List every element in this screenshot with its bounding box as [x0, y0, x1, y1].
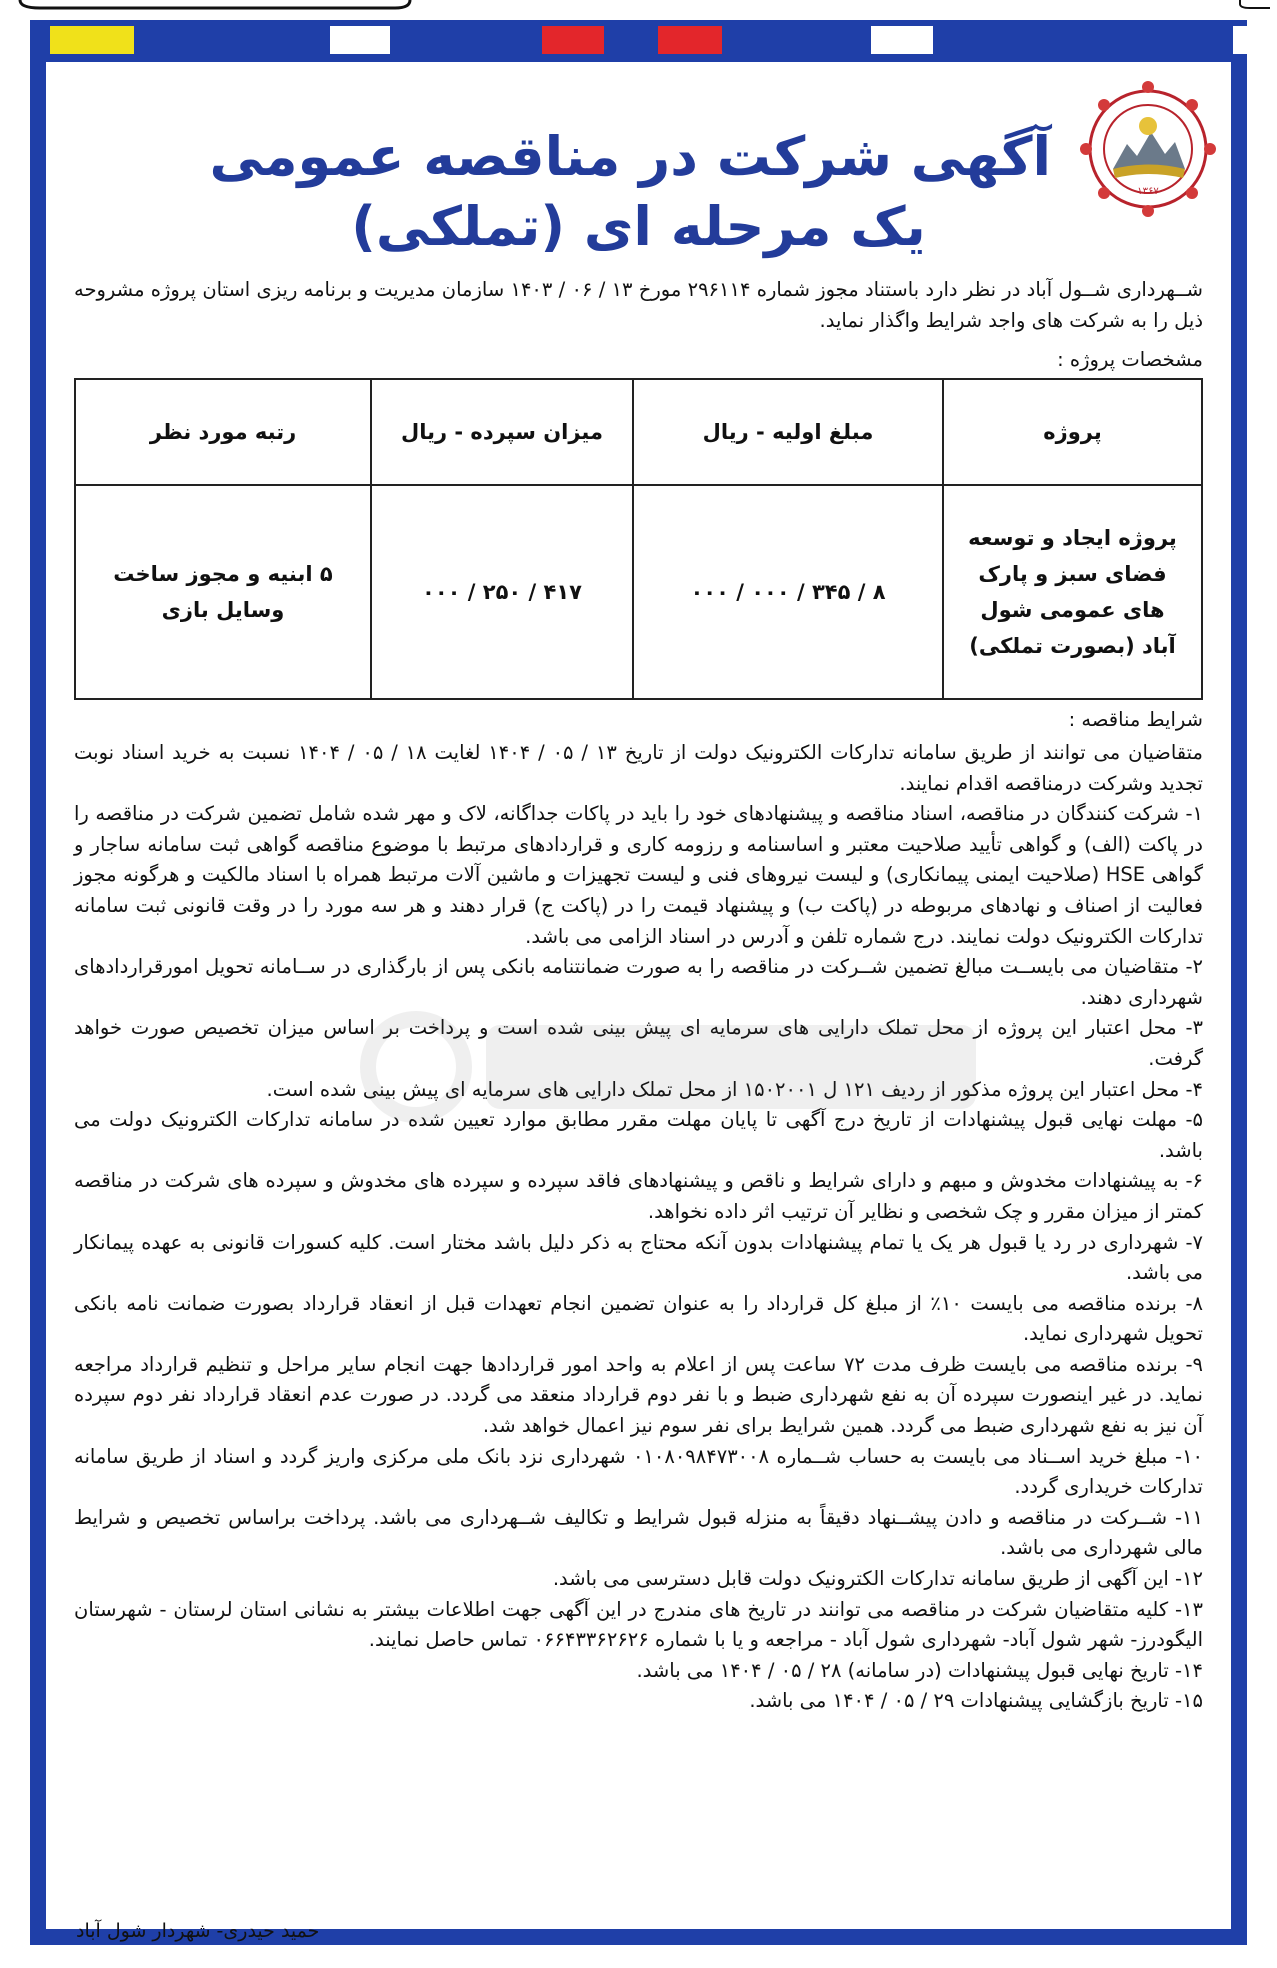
condition-item: ۱- شرکت کنندگان در مناقصه، اسناد مناقصه و پیشنهادهای خود را باید در پاکات جداگانه، لاک و مهر شده شامل تضمین شرکت در مناقصه را در پاکت (الف) و گواهی تأیید صلاحیت معتبر و اساسنامه و رزومه کاری و قراردادهای مرتبط با موضوع مناقصه گواهی ثبت سامانه ساجار و گواهی HSE (صلاحیت ایمنی پیمانکاری) و لیست نیروهای فنی و لیست تجهیزات و ماشین آلات مرتبط همراه با اسناد مالکیت و هرگونه مجوز فعالیت از اصناف و نهادهای مربوطه در (پاکت ب) و پیشنهاد قیمت را در (پاکت ج) قرار دهند و هر سه مورد را در وقت قانونی ثبت سامانه تدارکات الکترونیک دولت نمایند. درج شماره تلفن و آدرس در اسناد الزامی می باشد.: [74, 802, 1203, 948]
white-strip: [871, 26, 933, 54]
condition-intro: متقاضیان می توانند از طریق سامانه تدارکات الکترونیک دولت از تاریخ ۱۳ / ۰۵ / ۱۴۰۴ لغایت ۱۸ / ۰۵ / ۱۴۰۴ نسبت به خرید اسناد نوبت تجدید وشرکت درمناقصه اقدام نمایند.: [74, 741, 1203, 795]
table-header-row: [75, 379, 1202, 485]
yellow-strip: [50, 26, 134, 54]
condition-item: ۱۰- مبلغ خرید اســناد می بایست به حساب شــماره ۰۱۰۸۰۹۸۴۷۳۰۰۸ شهرداری نزد بانک ملی مرکزی واریز گردد و اسناد از طریق سامانه تدارکات خریداری گردد.: [74, 1444, 1204, 1499]
condition-item: ۸- برنده مناقصه می بایست ۱۰٪ از مبلغ کل قرارداد را به عنوان تضمین انجام تعهدات قبل از انعقاد قرارداد بصورت ضمانت نامه بانکی تحویل شهرداری نماید.: [74, 1291, 1203, 1346]
notice-title: [209, 122, 1051, 262]
white-strip: [1233, 26, 1249, 54]
svg-text:۱۳۶۷: ۱۳۶۷: [1137, 186, 1159, 197]
condition-item: ۱۲- این آگهی از طریق سامانه تدارکات الکترونیک دولت قابل دسترسی می باشد.: [552, 1567, 1203, 1591]
intro-paragraph: شــهرداری شــول آباد در نظر دارد باستناد مجوز شماره ۲۹۶۱۱۴ مورخ ۱۳ / ۰۶ / ۱۴۰۳ سازمان مدیریت و برنامه ریزی استان پروژه مشروحه ذیل را به شرکت های واجد شرایط واگذار نماید.: [74, 278, 1204, 332]
condition-item: ۱۴- تاریخ نهایی قبول پیشنهادات (در سامانه) ۲۸ / ۰۵ / ۱۴۰۴ می باشد.: [636, 1658, 1203, 1682]
cell-deposit: ۴۱۷ / ۲۵۰ / ۰۰۰: [371, 485, 633, 699]
cell-project: پروژه ایجاد و توسعه فضای سبز و پارک های عمومی شول آباد (بصورت تملکی): [943, 485, 1202, 699]
project-specs-label: مشخصات پروژه :: [1057, 348, 1203, 371]
condition-item: ۱۱- شــرکت در مناقصه و دادن پیشــنهاد دقیقاً به منزله قبول شرایط و تکالیف شــهرداری می باشد. پرداخت براساس تخصیص و شرایط مالی شهرداری می باشد.: [74, 1505, 1203, 1560]
table-row: [75, 485, 1202, 699]
header-initial-amount: مبلغ اولیه - ریال: [633, 379, 943, 485]
condition-item: ۳- محل اعتبار این پروژه از محل تملک دارایی های سرمایه ای پیش بینی شده است و پرداخت بر اساس میزان تخصیص صورت خواهد گرفت.: [74, 1016, 1203, 1070]
header-deposit: میزان سپرده - ریال: [371, 379, 633, 485]
municipality-seal-icon: [1079, 74, 1217, 224]
cell-initial-amount: ۸ / ۳۴۵ / ۰۰۰ / ۰۰۰: [633, 485, 943, 699]
condition-item: ۵- مهلت نهایی قبول پیشنهادات از تاریخ درج آگهی تا پایان مهلت مقرر مطابق موارد تعیین شده در سامانه تدارکات الکترونیک دولت می باشد.: [74, 1108, 1203, 1162]
conditions-label: شرایط مناقصه :: [1068, 708, 1203, 731]
title-line-2: یک مرحله ای (تملکی): [351, 195, 926, 258]
white-strip: [330, 26, 390, 54]
condition-item: ۹- برنده مناقصه می بایست ظرف مدت ۷۲ ساعت پس از اعلام به واحد امور قراردادها جهت انجام سایر مراحل و تنظیم قرارداد مراجعه نماید. در غیر اینصورت سپرده آن به نفع شهرداری ضبط و با نفر دوم قرارداد منعقد می گردد. در صورت عدم انعقاد قرارداد نفر دوم سپرده آن نیز به نفع شهرداری ضبط می گردد. همین شرایط برای نفر سوم نیز اعمال خواهد شد.: [74, 1352, 1204, 1438]
cell-grade: ۵ ابنیه و مجوز ساخت وسایل بازی: [75, 485, 371, 699]
top-edge-strokes: [0, 0, 1277, 22]
condition-item: ۲- متقاضیان می بایســت مبالغ تضمین شــرکت در مناقصه را به صورت ضمانتنامه بانکی پس از بارگذاری در ســامانه تحویل امورقراردادهای شهرداری دهند.: [74, 955, 1203, 1009]
condition-item: ۱۵- تاریخ بازگشایی پیشنهادات ۲۹ / ۰۵ / ۱۴۰۴ می باشد.: [749, 1689, 1203, 1713]
mayor-signature: حمید حیدری- شهردار شول آباد: [76, 1920, 320, 1942]
condition-item: ۴- محل اعتبار این پروژه مذکور از ردیف ۱۲۱ ل ۱۵۰۲۰۰۱ از محل تملک دارایی های سرمایه ای پیش بینی شده است.: [266, 1077, 1203, 1101]
red-strip: [542, 26, 604, 54]
notice-frame: [30, 20, 1247, 1945]
project-table: [74, 378, 1203, 700]
condition-item: ۱۳- کلیه متقاضیان شرکت در مناقصه می توانند در تاریخ های مندرج در این آگهی جهت اطلاعات بیشتر به نشانی استان لرستان - شهرستان الیگودرز- شهر شول آباد- شهرداری شول آباد - مراجعه و یا با شماره ۰۶۶۴۳۳۶۲۶۲۶ تماس حاصل نمایند.: [74, 1597, 1203, 1652]
conditions-list: [74, 738, 1203, 1717]
condition-item: ۶- به پیشنهادات مخدوش و مبهم و دارای شرایط و ناقص و پیشنهادهای فاقد سپرده و سپرده های مخدوش و سپرده های شرکت در مناقصه کمتر از میزان مقرر و چک شخصی و نظایر آن ترتیب اثر داده نخواهد.: [74, 1169, 1203, 1223]
title-line-1: آگهی شرکت در مناقصه عمومی: [209, 125, 1051, 188]
header-grade: رتبه مورد نظر: [75, 379, 371, 485]
notice-body: [46, 62, 1231, 1942]
red-strip: [658, 26, 722, 54]
header-project: پروژه: [943, 379, 1202, 485]
condition-item: ۷- شهرداری در رد یا قبول هر یک یا تمام پیشنهادات بدون آنکه محتاج به ذکر دلیل باشد مختار است. کلیه کسورات قانونی به عهده پیمانکار می باشد.: [74, 1230, 1203, 1285]
